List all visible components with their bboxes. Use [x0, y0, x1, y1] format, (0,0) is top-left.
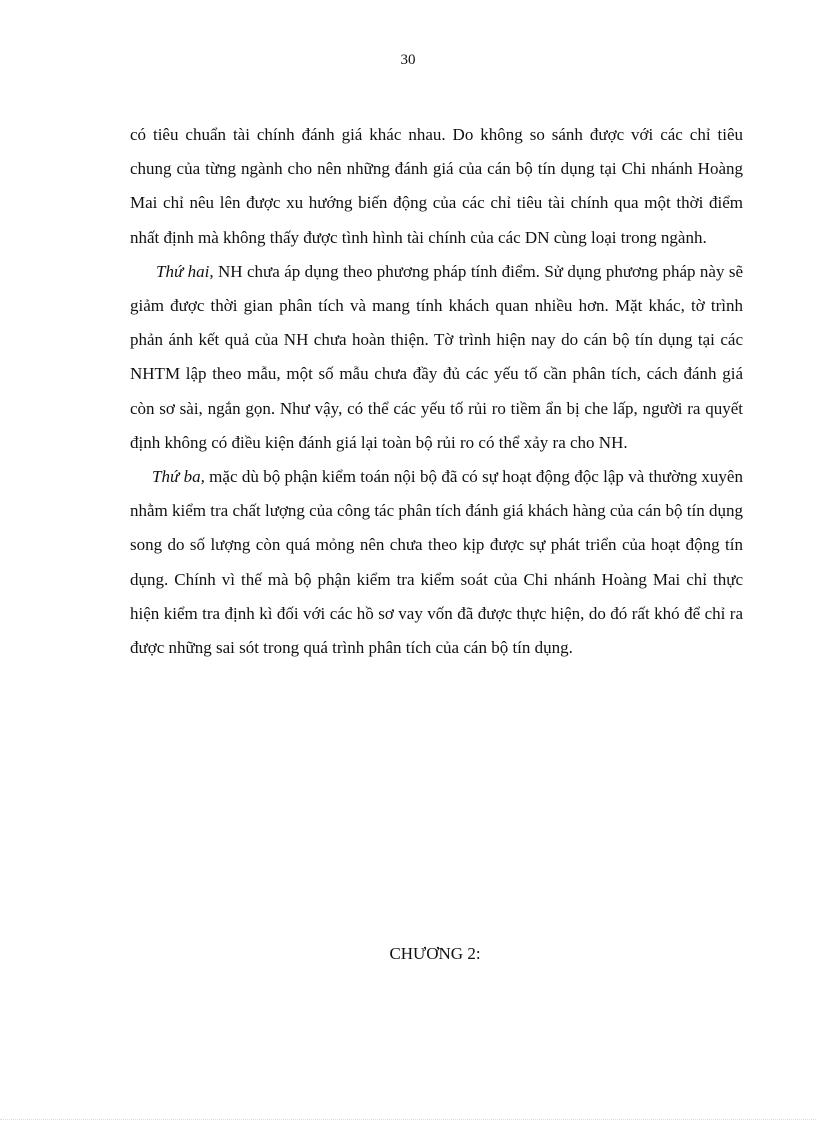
paragraph-text: mặc dù bộ phận kiểm toán nội bộ đã có sự hoạt động độc lập và thường xuyên nhằm kiểm tra chất lượng của công tác phân tích đánh giá khách hàng của cán bộ tín dụng song do số lượng còn quá mỏng nên chưa theo kịp được sự phát triển của hoạt động tín dụng. Chính vì thế mà bộ phận kiểm tra kiểm soát của Chi nhánh Hoàng Mai chỉ thực hiện kiểm tra định kì đối với các hồ sơ vay vốn đã được thực hiện, do đó rất khó để chỉ ra được những sai sót trong quá trình phân tích của cán bộ tín dụng. — [130, 467, 743, 658]
paragraph-second-point — [130, 255, 743, 460]
paragraph-text: có tiêu chuẩn tài chính đánh giá khác nhau. Do không so sánh được với các chỉ tiêu chung của từng ngành cho nên những đánh giá của cán bộ tín dụng tại Chi nhánh Hoàng Mai chỉ nêu lên được xu hướng biến động của các chỉ tiêu tài chính qua một thời điểm nhất định mà không thấy được tình hình tài chính của các DN cùng loại trong ngành. — [130, 125, 743, 247]
paragraph-continuation — [130, 118, 743, 255]
paragraph-lead: Thứ hai, — [156, 261, 214, 281]
paragraph-text: NH chưa áp dụng theo phương pháp tính điểm. Sử dụng phương pháp này sẽ giảm được thời gian phân tích và mang tính khách quan nhiều hơn. Mặt khác, tờ trình phản ánh kết quả của NH chưa hoàn thiện. Tờ trình hiện nay do cán bộ tín dụng tại các NHTM lập theo mẫu, một số mẫu chưa đầy đủ các yếu tố cần phân tích, cách đánh giá còn sơ sài, ngắn gọn. Như vậy, có thể các yếu tố rủi ro tiềm ẩn bị che lấp, người ra quyết định không có điều kiện đánh giá lại toàn bộ rủi ro có thể xảy ra cho NH. — [130, 261, 744, 452]
page-number: 30 — [400, 52, 416, 68]
page-bottom-divider — [0, 1119, 816, 1120]
chapter-heading: CHƯƠNG 2: — [389, 944, 481, 963]
paragraph-third-point — [130, 460, 743, 665]
body-text — [130, 118, 743, 665]
paragraph-lead: Thứ ba, — [152, 467, 205, 487]
